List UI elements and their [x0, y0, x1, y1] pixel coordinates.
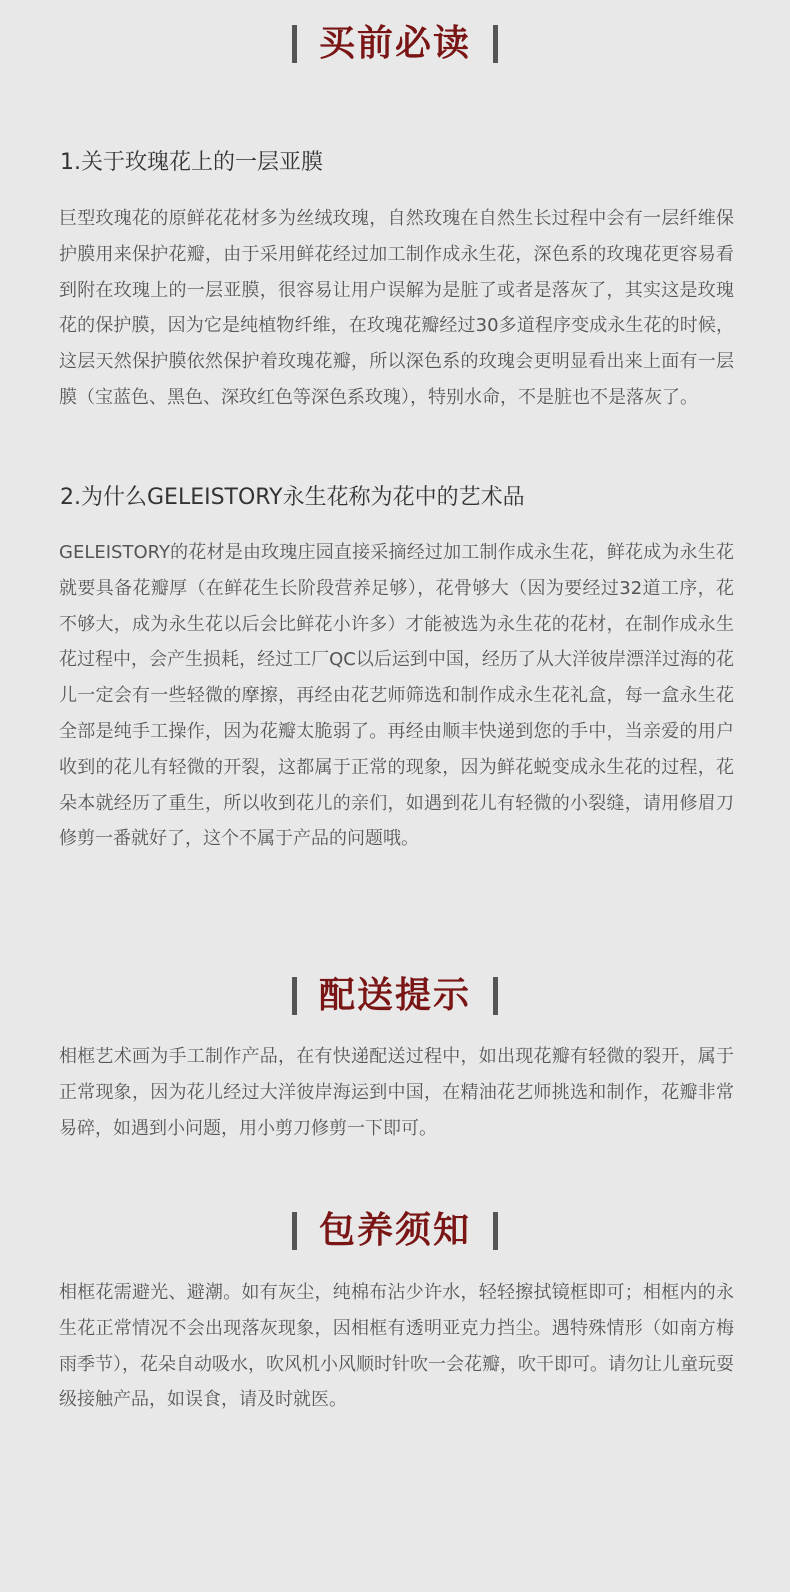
care-title: 包养须知: [318, 1210, 471, 1251]
before-buy-title: 买前必读: [318, 23, 471, 64]
question-2-text: GELEISTORY的花材是由玫瑰庄园直接采摘经过加工制作成永生花，鲜花成为永生花就要具备花瓣厚（在鲜花生长阶段营养足够），花骨够大（因为要经过32道工序，花不够大，成为永生花以后会比鲜花小许多）才能被选为永生花的花材，在制作成永生花过程中，会产生损耗，经过工厂QC以后运到中国，经历了从大洋彼岸漂洋过海的花儿一定会有一些轻微的摩擦，再经由花艺师筛选和制作成永生花礼盒，每一盒永生花全部是纯手工操作，因为花瓣太脆弱了。再经由顺丰快递到您的手中，当亲爱的用户收到的花儿有轻微的开裂，这都属于正常的现象，因为鲜花蜕变成永生花的过程，花朵本就经历了重生，所以收到花儿的亲们，如遇到花儿有轻微的小裂缝，请用修眉刀修剪一番就好了，这个不属于产品的问题哦。: [59, 542, 734, 850]
question-1-title: 1.关于玫瑰花上的一层亚膜: [60, 150, 323, 175]
before-buy-heading: [0, 23, 790, 65]
care-heading: [0, 1210, 790, 1252]
question-1-text: 巨型玫瑰花的原鲜花花材多为丝绒玫瑰，自然玫瑰在自然生长过程中会有一层纤维保护膜用来保护花瓣，由于采用鲜花经过加工制作成永生花，深色系的玫瑰花更容易看到附在玫瑰上的一层亚膜，很容易让用户误解为是脏了或者是落灰了，其实这是玫瑰花的保护膜，因为它是纯植物纤维，在玫瑰花瓣经过30多道程序变成永生花的时候，这层天然保护膜依然保护着玫瑰花瓣，所以深色系的玫瑰会更明显看出来上面有一层膜（宝蓝色、黑色、深玫红色等深色系玫瑰），特别水命，不是脏也不是落灰了。: [59, 208, 734, 408]
heading-bar-right: [493, 977, 498, 1015]
heading-bar-right: [493, 1212, 498, 1250]
heading-bar-left: [292, 1212, 297, 1250]
delivery-heading: [0, 975, 790, 1017]
care-text: 相框花需避光、避潮。如有灰尘，纯棉布沾少许水，轻轻擦拭镜框即可；相框内的永生花正常情况不会出现落灰现象，因相框有透明亚克力挡尘。遇特殊情形（如南方梅雨季节），花朵自动吸水，吹风机小风顺时针吹一会花瓣，吹干即可。请勿让儿童玩耍级接触产品，如误食，请及时就医。: [59, 1282, 734, 1411]
heading-bar-right: [493, 25, 498, 63]
delivery-text: 相框艺术画为手工制作产品，在有快递配送过程中，如出现花瓣有轻微的裂开，属于正常现象，因为花儿经过大洋彼岸海运到中国，在精油花艺师挑选和制作，花瓣非常易碎，如遇到小问题，用小剪刀修剪一下即可。: [59, 1046, 734, 1139]
question-2-title: 2.为什么GELEISTORY永生花称为花中的艺术品: [60, 485, 525, 510]
heading-bar-left: [292, 25, 297, 63]
delivery-title: 配送提示: [318, 975, 471, 1016]
heading-bar-left: [292, 977, 297, 1015]
